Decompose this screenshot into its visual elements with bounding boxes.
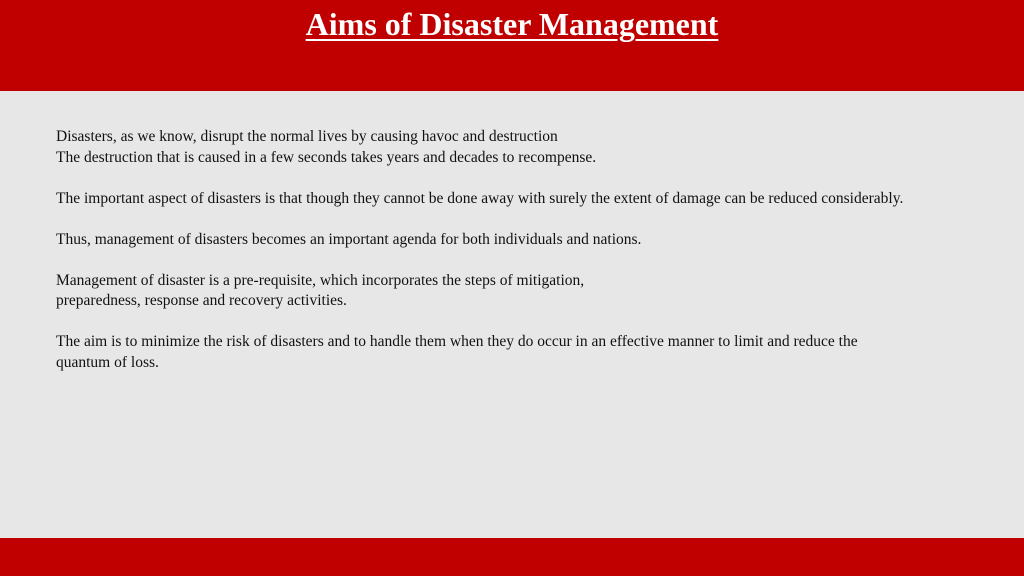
- text-line: The aim is to minimize the risk of disasters and to handle them when they do occur in an effective manner to limit and reduce the: [56, 333, 858, 350]
- paragraph-agenda: [56, 230, 1016, 251]
- text-line: The important aspect of disasters is that though they cannot be done away with surely the extent of damage can be reduced considerably.: [56, 189, 904, 207]
- title-banner: [0, 0, 1024, 91]
- footer-bar: [0, 538, 1024, 576]
- text-line: preparedness, response and recovery activities.: [56, 292, 347, 309]
- paragraph-disruption: [56, 127, 1016, 168]
- text-line: quantum of loss.: [56, 353, 159, 371]
- paragraph-aim: [56, 332, 1016, 373]
- text-line: Thus, management of disasters becomes an important agenda for both individuals and nations.: [56, 230, 642, 248]
- text-line: The destruction that is caused in a few seconds takes years and decades to recompense.: [56, 148, 597, 166]
- paragraph-prerequisite: [56, 271, 1016, 312]
- text-line: Disasters, as we know, disrupt the normal lives by causing havoc and destruction: [56, 128, 558, 145]
- slide-title: Aims of Disaster Management: [305, 6, 719, 42]
- text-line: Management of disaster is a pre-requisite, which incorporates the steps of mitigation,: [56, 271, 585, 289]
- slide-body: [56, 127, 1016, 394]
- paragraph-important-aspect: [56, 189, 1016, 210]
